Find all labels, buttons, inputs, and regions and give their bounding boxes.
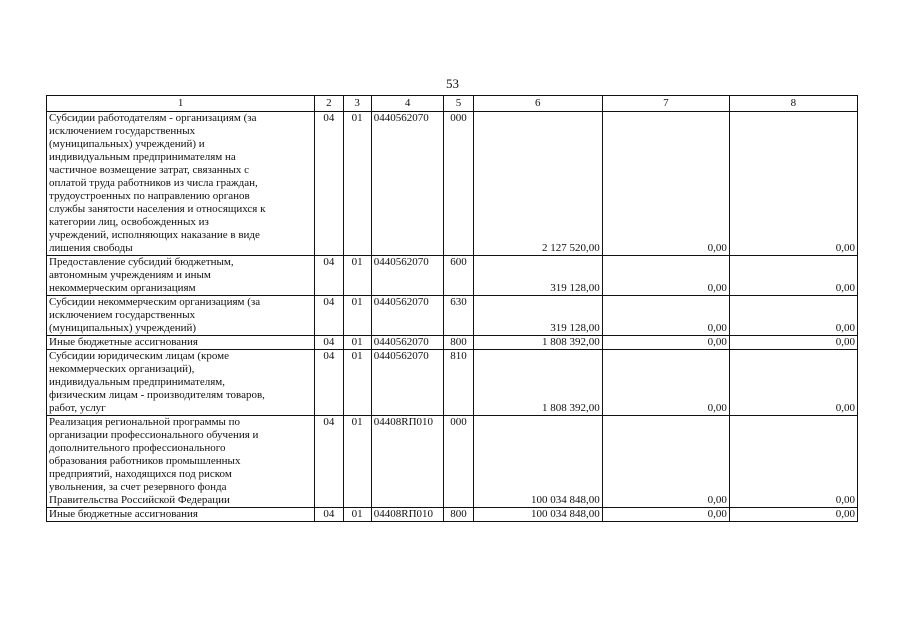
target-article-cell: 0440562070 bbox=[371, 296, 444, 336]
section-code-cell: 04 bbox=[315, 336, 343, 350]
row-name-cell bbox=[47, 296, 315, 336]
expense-type-cell: 600 bbox=[444, 256, 473, 296]
target-article-cell: 0440562070 bbox=[371, 112, 444, 256]
subsection-code-cell: 01 bbox=[343, 508, 371, 522]
subsection-code-cell: 01 bbox=[343, 336, 371, 350]
amount-col6-cell: 100 034 848,00 bbox=[473, 416, 602, 508]
amount-col7-cell: 0,00 bbox=[602, 350, 729, 416]
header-col-3: 3 bbox=[343, 96, 371, 112]
amount-col7-cell: 0,00 bbox=[602, 336, 729, 350]
row-name-line: автономным учреждениям и иным bbox=[49, 269, 211, 281]
table-row bbox=[47, 508, 858, 522]
header-col-4: 4 bbox=[371, 96, 444, 112]
row-name-line: категории лиц, освобожденных из bbox=[49, 216, 209, 228]
table-row bbox=[47, 416, 858, 508]
page-number: 53 bbox=[446, 76, 459, 91]
amount-col8-cell: 0,00 bbox=[729, 296, 857, 336]
row-name-line: частичное возмещение затрат, связанных с bbox=[49, 164, 250, 176]
amount-col6-cell: 319 128,00 bbox=[473, 296, 602, 336]
table-row bbox=[47, 256, 858, 296]
expense-type-cell: 000 bbox=[444, 416, 473, 508]
row-name-line: организации профессионального обучения и bbox=[49, 429, 259, 441]
row-name-line: Субсидии некоммерческим организациям (за bbox=[49, 296, 261, 308]
row-name-line: образования работников промышленных bbox=[49, 455, 241, 467]
subsection-code-cell: 01 bbox=[343, 296, 371, 336]
amount-col8-cell: 0,00 bbox=[729, 336, 857, 350]
row-name-cell bbox=[47, 256, 315, 296]
amount-col8-cell: 0,00 bbox=[729, 508, 857, 522]
row-name-line: учреждений, исполняющих наказание в виде bbox=[49, 229, 260, 241]
section-code-cell: 04 bbox=[315, 416, 343, 508]
expense-type-cell: 630 bbox=[444, 296, 473, 336]
subsection-code-cell: 01 bbox=[343, 256, 371, 296]
row-name-line: (муниципальных) учреждений) и bbox=[49, 138, 205, 150]
row-name-line: Иные бюджетные ассигнования bbox=[49, 508, 198, 520]
header-col-1: 1 bbox=[47, 96, 315, 112]
header-col-6: 6 bbox=[473, 96, 602, 112]
expense-type-cell: 800 bbox=[444, 336, 473, 350]
row-name-cell bbox=[47, 416, 315, 508]
section-code-cell: 04 bbox=[315, 350, 343, 416]
table-row bbox=[47, 350, 858, 416]
amount-col8-cell: 0,00 bbox=[729, 112, 857, 256]
amount-col7-cell: 0,00 bbox=[602, 508, 729, 522]
amount-col7-cell: 0,00 bbox=[602, 112, 729, 256]
header-col-7: 7 bbox=[602, 96, 729, 112]
row-name-line: работ, услуг bbox=[49, 402, 106, 414]
row-name-line: исключением государственных bbox=[49, 309, 196, 321]
row-name-line: Правительства Российской Федерации bbox=[49, 494, 230, 506]
target-article-cell: 0440562070 bbox=[371, 350, 444, 416]
row-name-line: некоммерческих организаций), bbox=[49, 363, 195, 375]
header-col-5: 5 bbox=[444, 96, 473, 112]
target-article-cell: 04408RП010 bbox=[371, 416, 444, 508]
amount-col8-cell: 0,00 bbox=[729, 350, 857, 416]
row-name-line: (муниципальных) учреждений) bbox=[49, 322, 197, 334]
amount-col8-cell: 0,00 bbox=[729, 256, 857, 296]
amount-col6-cell: 2 127 520,00 bbox=[473, 112, 602, 256]
expense-type-cell: 000 bbox=[444, 112, 473, 256]
amount-col8-cell: 0,00 bbox=[729, 416, 857, 508]
header-col-2: 2 bbox=[315, 96, 343, 112]
row-name-line: индивидуальным предпринимателям на bbox=[49, 151, 236, 163]
row-name-cell bbox=[47, 508, 315, 522]
row-name-cell bbox=[47, 350, 315, 416]
expense-type-cell: 800 bbox=[444, 508, 473, 522]
row-name-line: дополнительного профессионального bbox=[49, 442, 226, 454]
amount-col6-cell: 100 034 848,00 bbox=[473, 508, 602, 522]
table-row bbox=[47, 112, 858, 256]
section-code-cell: 04 bbox=[315, 296, 343, 336]
table-header-row bbox=[47, 96, 858, 112]
expense-type-cell: 810 bbox=[444, 350, 473, 416]
amount-col7-cell: 0,00 bbox=[602, 256, 729, 296]
row-name-line: предприятий, находящихся под риском bbox=[49, 468, 232, 480]
row-name-cell bbox=[47, 336, 315, 350]
row-name-line: службы занятости населения и относящихся к bbox=[49, 203, 266, 215]
amount-col6-cell: 1 808 392,00 bbox=[473, 336, 602, 350]
row-name-line: Иные бюджетные ассигнования bbox=[49, 336, 198, 348]
row-name-line: исключением государственных bbox=[49, 125, 196, 137]
subsection-code-cell: 01 bbox=[343, 112, 371, 256]
amount-col6-cell: 319 128,00 bbox=[473, 256, 602, 296]
row-name-line: Субсидии работодателям - организациям (за bbox=[49, 112, 257, 124]
row-name-line: Предоставление субсидий бюджетным, bbox=[49, 256, 234, 268]
row-name-line: оплатой труда работников из числа граждан, bbox=[49, 177, 258, 189]
target-article-cell: 0440562070 bbox=[371, 336, 444, 350]
row-name-line: физическим лицам - производителям товаров, bbox=[49, 389, 265, 401]
section-code-cell: 04 bbox=[315, 508, 343, 522]
section-code-cell: 04 bbox=[315, 112, 343, 256]
target-article-cell: 0440562070 bbox=[371, 256, 444, 296]
table-row bbox=[47, 296, 858, 336]
amount-col7-cell: 0,00 bbox=[602, 296, 729, 336]
amount-col6-cell: 1 808 392,00 bbox=[473, 350, 602, 416]
row-name-line: Реализация региональной программы по bbox=[49, 416, 241, 428]
row-name-line: лишения свободы bbox=[49, 242, 133, 254]
header-col-8: 8 bbox=[729, 96, 857, 112]
subsection-code-cell: 01 bbox=[343, 416, 371, 508]
table-row bbox=[47, 336, 858, 350]
row-name-line: Субсидии юридическим лицам (кроме bbox=[49, 350, 230, 362]
amount-col7-cell: 0,00 bbox=[602, 416, 729, 508]
subsection-code-cell: 01 bbox=[343, 350, 371, 416]
row-name-line: увольнения, за счет резервного фонда bbox=[49, 481, 227, 493]
row-name-cell bbox=[47, 112, 315, 256]
row-name-line: некоммерческим организациям bbox=[49, 282, 196, 294]
row-name-line: трудоустроенных по направлению органов bbox=[49, 190, 250, 202]
section-code-cell: 04 bbox=[315, 256, 343, 296]
budget-table bbox=[46, 95, 858, 522]
row-name-line: индивидуальным предпринимателям, bbox=[49, 376, 225, 388]
target-article-cell: 04408RП010 bbox=[371, 508, 444, 522]
